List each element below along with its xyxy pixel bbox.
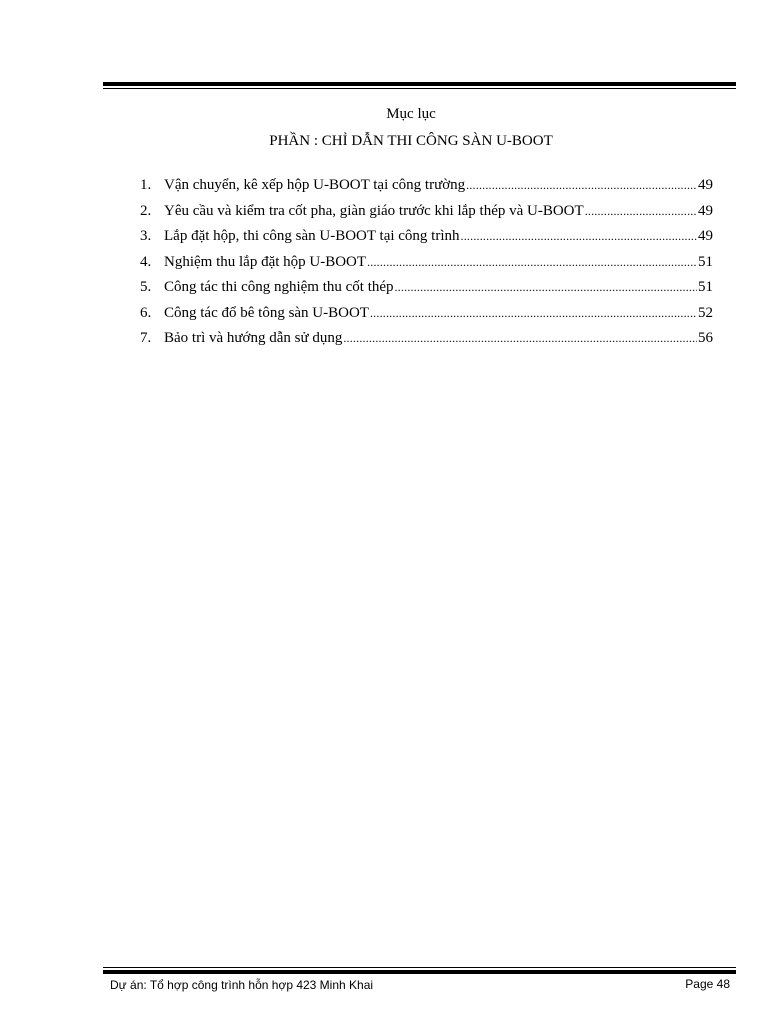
toc-entry-number: 4. (140, 253, 152, 270)
toc-entry-6[interactable] (140, 303, 713, 329)
toc-entry-page: 51 (698, 279, 713, 295)
footer-rule-thick (103, 970, 736, 974)
toc-dot-leader (370, 303, 697, 323)
footer-rule-thin (103, 967, 736, 968)
toc-entry-title: Công tác đổ bê tông sàn U-BOOT (164, 304, 369, 321)
toc-heading: Mục lục (386, 106, 436, 122)
toc-entry-number: 3. (140, 228, 152, 244)
toc-entry-title: Bảo trì và hướng dẫn sử dụng (164, 330, 343, 346)
toc-entry-page: 49 (698, 228, 713, 244)
toc-entry-5[interactable] (140, 277, 713, 303)
toc-entry-2[interactable] (140, 201, 713, 227)
toc-entry-title: Vận chuyển, kê xếp hộp U-BOOT tại công trường (164, 177, 466, 193)
toc-dot-leader (585, 201, 697, 221)
toc-dot-leader (461, 226, 697, 246)
toc-entry-page: 49 (698, 177, 713, 193)
toc-entry-4[interactable] (140, 252, 713, 278)
toc-entry-page: 49 (698, 202, 713, 219)
toc-entry-number: 6. (140, 304, 152, 321)
toc-entry-title: Yêu cầu và kiểm tra cốt pha, giàn giáo trước khi lắp thép và U-BOOT (164, 202, 584, 219)
toc-entry-3[interactable] (140, 226, 713, 252)
toc-entry-title: Lắp đặt hộp, thi công sàn U-BOOT tại công trình (164, 228, 460, 244)
toc-entry-title: Nghiệm thu lắp đặt hộp U-BOOT (164, 253, 367, 270)
toc-entry-number: 5. (140, 279, 152, 295)
toc-entry-7[interactable] (140, 328, 713, 354)
toc-part-title: PHẦN : CHỈ DẪN THI CÔNG SÀN U-BOOT (269, 133, 553, 149)
toc-entry-title: Công tác thi công nghiệm thu cốt thép (164, 279, 394, 295)
toc-dot-leader (395, 277, 697, 297)
toc-entry-number: 7. (140, 330, 152, 346)
footer-project-name: Dự án: Tổ hợp công trình hỗn hợp 423 Minh Khai (110, 978, 374, 992)
footer-page-number: Page 48 (685, 977, 730, 991)
toc-dot-leader (367, 252, 697, 272)
toc-dot-leader (343, 328, 697, 348)
toc-entry-1[interactable] (140, 175, 713, 201)
toc-entry-number: 1. (140, 177, 152, 193)
header-rule-thin (103, 88, 736, 89)
toc-dot-leader (466, 175, 697, 195)
toc-entry-page: 52 (698, 304, 713, 321)
toc-entry-number: 2. (140, 202, 152, 219)
toc-entry-page: 51 (698, 253, 713, 270)
toc-list (140, 175, 713, 354)
toc-entry-page: 56 (698, 330, 713, 346)
header-rule-thick (103, 82, 736, 86)
